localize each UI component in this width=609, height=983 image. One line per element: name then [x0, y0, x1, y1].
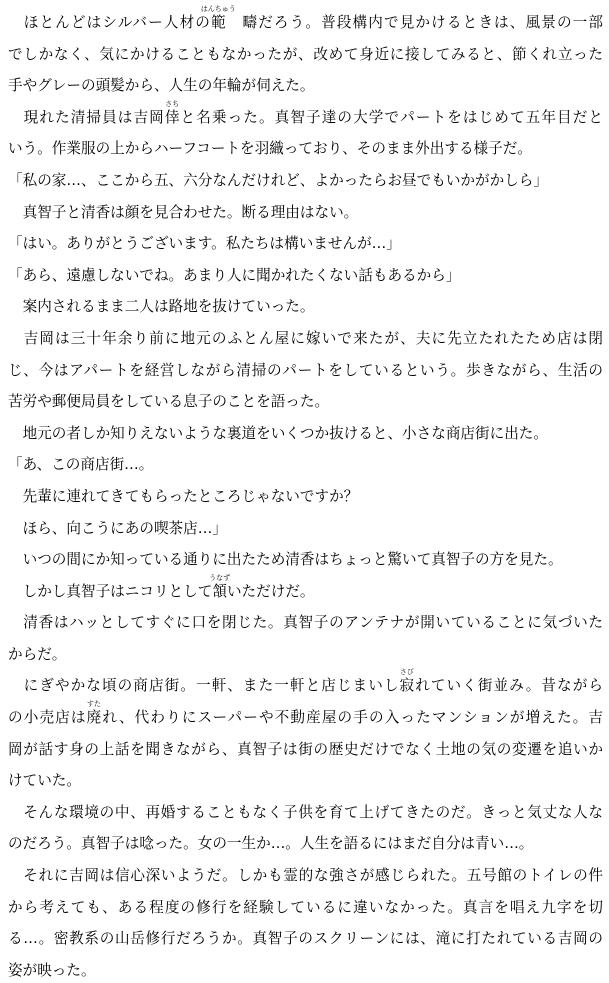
text-line	[8, 731, 603, 763]
text-line	[8, 794, 603, 826]
text-line	[8, 4, 603, 36]
text-line	[8, 857, 603, 889]
text-segment: 「私の家…、ここから五、六分なんだけれど、よかったらお昼でもいかがかしら」	[8, 171, 548, 189]
text-line	[8, 699, 603, 731]
text-segment: 先輩に連れてきてもらったところじゃないですか？	[8, 487, 359, 505]
ruby-base-text: 寂	[399, 677, 415, 695]
text-segment: 「あら、遠慮しないでね。あまり人に聞かれたくない話もあるから」	[8, 266, 461, 284]
text-segment: のだろう。真智子は唸った。女の一生か…。人生を語るにはまだ自分は青い…。	[8, 835, 534, 853]
text-segment: 「あ、この商店街…。	[8, 456, 154, 474]
text-segment: それに吉岡は信心深いようだ。しかも霊的な強さが感じられた。五号館のトイレの件	[8, 867, 603, 885]
text-line	[8, 288, 603, 320]
text-line	[8, 889, 603, 921]
text-line	[8, 952, 603, 983]
text-segment: 岡が話す身の上話を聞きながら、真智子は街の歴史だけでなく土地の気の変遷を追いか	[8, 740, 603, 758]
text-segment: の小売店は	[8, 709, 87, 727]
text-segment: 真智子と清香は顔を見合わせた。断る理由はない。	[8, 203, 359, 221]
text-line	[8, 478, 603, 510]
text-line	[8, 825, 603, 857]
text-line	[8, 320, 603, 352]
ruby-base-text: 倖	[164, 108, 180, 126]
text-segment: ほら、向こうにあの喫茶店…」	[8, 519, 227, 537]
text-segment: 現れた清掃員は吉岡	[8, 108, 165, 126]
ruby-annotation: うなず	[209, 573, 231, 582]
text-line	[8, 667, 603, 699]
ruby-annotation: すた	[86, 700, 101, 709]
text-segment: 吉岡は三十年余り前に地元のふとん屋に嫁いで来たが、夫に先立たれたため店は閉	[8, 329, 603, 347]
text-line	[8, 383, 603, 415]
text-segment: 姿が映った。	[8, 961, 96, 979]
text-segment: いう。作業服の上からハーフコートを羽織っており、そのまま外出する様子だ。	[8, 140, 532, 158]
text-line	[8, 541, 603, 573]
text-segment: から考えても、ある程度の修行を経験しているに違いなかった。真言を唱え九字を切	[8, 898, 603, 916]
text-line	[8, 573, 603, 605]
text-line	[8, 352, 603, 384]
text-line	[8, 920, 603, 952]
ruby-annotation: はんちゅう	[200, 5, 236, 13]
ruby-base-text: 範	[211, 14, 226, 31]
text-segment: と名乗った。真智子達の大学でパートをはじめて五年目だと	[179, 108, 603, 126]
text-line	[8, 446, 603, 478]
text-segment: でしかなく、気にかけることもなかったが、改めて身近に接してみると、節くれ立った	[8, 45, 603, 63]
text-segment: からだ。	[8, 645, 67, 663]
text-line	[8, 604, 603, 636]
text-segment: 苦労や郵便局員をしている息子のことを語った。	[8, 393, 330, 411]
text-segment: そんな環境の中、再婚することもなく子供を育て上げてきたのだ。きっと気丈な人な	[8, 803, 603, 821]
text-segment: 案内されるまま二人は路地を抜けていった。	[8, 298, 315, 316]
text-segment: 手やグレーの頭髪から、人生の年輪が伺えた。	[8, 77, 315, 95]
text-segment: にぎやかな頃の商店街。一軒、また一軒と店じまいし	[8, 677, 400, 695]
ruby-base	[209, 573, 231, 600]
text-line	[8, 36, 603, 68]
text-segment: けていた。	[8, 772, 81, 790]
ruby-base	[200, 5, 236, 31]
text-segment: しかし真智子はニコリとして	[8, 582, 213, 600]
text-line	[8, 636, 603, 668]
text-segment: れ、代わりにスーパーや不動産屋の手の入ったマンションが増えた。吉	[101, 709, 603, 727]
text-segment: れていく街並み。昔ながら	[414, 677, 603, 695]
ruby-base-text: 頷	[212, 582, 227, 600]
text-segment: 「はい。ありがとうございます。私たちは構いませんが…」	[8, 235, 401, 253]
text-segment: いつの間にか知っている通りに出たため清香はちょっと驚いて真智子の方を見た。	[8, 551, 563, 569]
ruby-base	[399, 668, 415, 695]
text-line	[8, 99, 603, 131]
text-line	[8, 130, 603, 162]
ruby-annotation: さち	[165, 99, 180, 108]
text-segment: る…。密教系の山岳修行だろうか。真智子のスクリーンには、滝に打たれている吉岡の	[8, 930, 603, 948]
ruby-annotation: さび	[399, 668, 414, 677]
text-segment: 清香はハッとしてすぐに口を閉じた。真智子のアンテナが開いていることに気づいた	[8, 614, 603, 632]
text-line	[8, 257, 603, 289]
text-segment: じ、今はアパートを経営しながら清掃のパートをしているという。歩きながら、生活の	[8, 361, 603, 379]
text-line	[8, 225, 603, 257]
text-segment: いただけだ。	[226, 582, 315, 600]
text-segment: 地元の者しか知りえないような裏道をいくつか抜けると、小さな商店街に出た。	[8, 424, 548, 442]
text-line	[8, 67, 603, 99]
text-line	[8, 415, 603, 447]
ruby-base	[86, 700, 102, 727]
text-line	[8, 510, 603, 542]
ruby-base-text: 廃	[86, 709, 102, 727]
text-line	[8, 162, 603, 194]
text-segment: ほとんどはシルバー人材の	[8, 14, 212, 31]
text-segment: 疇だろう。普段構内で見かけるときは、風景の一部	[225, 14, 603, 31]
text-line	[8, 762, 603, 794]
text-line	[8, 194, 603, 226]
ruby-base	[164, 99, 180, 126]
